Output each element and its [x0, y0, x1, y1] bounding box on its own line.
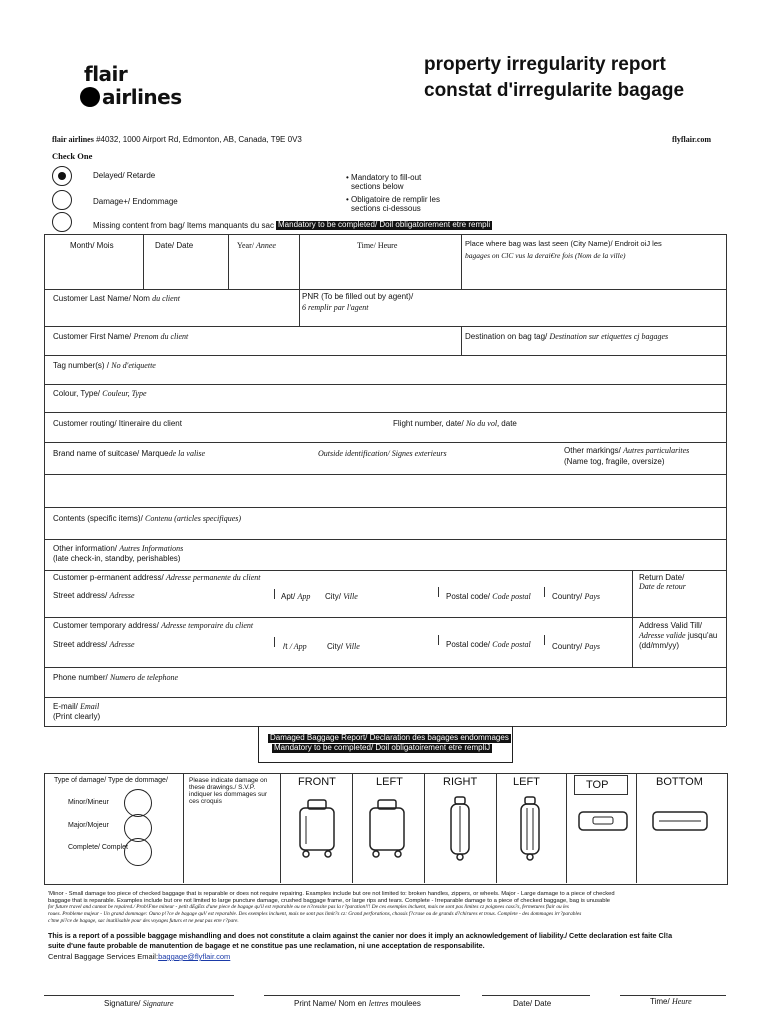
- indicate-line-3: indiquer les dommages sur: [189, 791, 268, 798]
- signature-date-input[interactable]: [482, 978, 590, 994]
- indicate-line-4: ces croquis: [189, 798, 222, 805]
- brand-input[interactable]: [46, 476, 725, 506]
- valid-till-label-3: (dd/mm/yy): [639, 641, 679, 650]
- return-date-label: Return Date/: [639, 573, 685, 582]
- damaged-label: Damage+/ Endommage: [93, 197, 178, 206]
- postal1-label-en: Postal code/: [446, 592, 491, 601]
- other-markings-label-2: (Name tog, fragile, oversize): [564, 457, 665, 466]
- time-label-fr: Heure: [377, 241, 398, 250]
- year-label-en: Year/: [237, 241, 254, 250]
- top-label: TOP: [586, 779, 609, 791]
- top-suitcase-icon[interactable]: [577, 810, 629, 832]
- apt1-label-fr: App: [297, 592, 311, 601]
- minor-radio[interactable]: [124, 789, 152, 817]
- time-input[interactable]: [301, 252, 460, 288]
- email-label-fr: Email: [80, 702, 100, 711]
- company-address: [52, 136, 302, 145]
- company-street: #4032, 1000 Airport Rd, Edmonton, AB, Canada, T9E 0V3: [93, 135, 302, 144]
- colour-label-en: Colour, Type/: [53, 389, 100, 398]
- signature-label: [104, 1000, 174, 1009]
- routing-input[interactable]: [46, 430, 386, 441]
- complete-radio[interactable]: [124, 838, 152, 866]
- phone-label-en: Phone number/: [53, 673, 108, 682]
- apt2-label: [283, 643, 307, 652]
- flair-logo: [80, 62, 190, 112]
- flight-label-end: date: [501, 419, 517, 428]
- city1-label-en: City/: [325, 592, 341, 601]
- tag-number-label: [53, 362, 156, 371]
- left-suitcase-icon[interactable]: [366, 798, 408, 860]
- routing-label: Customer routing/ Itineraire du client: [53, 419, 182, 428]
- signature-label-fr: Signature: [142, 999, 174, 1008]
- street1-label-en: Street address/: [53, 591, 108, 600]
- time-label-en: Time/: [357, 241, 376, 250]
- disclaimer-line-2: suite d'une faute probable de manutention de bagage et ne constitue pas une reclamation, ni une acceptation de responsabilite.: [48, 941, 485, 950]
- apt1-label-en: Apt/: [281, 592, 296, 601]
- footnote-line-1: 'Minor - Small damage too piece of checked baggage that is reparable or does not require repairing. Examples include but ore not limited to: broken handles, zippers, or wheels. Major - Large damage to a piece of checked: [48, 891, 615, 897]
- damage-banner-title: Damaged Baggage Report/ Declaration des bagages endommages: [270, 733, 509, 742]
- mandatory-banner: Mandatory to be completed/ Doil obligatoirement etre rempli: [278, 220, 491, 229]
- missing-radio[interactable]: [52, 212, 72, 232]
- title-fr: constat d'irregularite bagage: [424, 80, 685, 101]
- company-website: flyflair.com: [672, 135, 712, 144]
- last-name-label: [53, 295, 180, 304]
- other-markings-label-1: [564, 447, 689, 456]
- valid-till-label-2: [639, 632, 717, 641]
- city1-label-fr: Ville: [343, 592, 358, 601]
- postal2-label: [446, 641, 531, 650]
- flight-label-en: Flight number, date/: [393, 419, 464, 428]
- left-label-1: LEFT: [376, 776, 403, 788]
- signature-time-label-fr: Heure: [671, 997, 692, 1006]
- flight-input[interactable]: [390, 430, 725, 441]
- street1-input[interactable]: [46, 603, 630, 616]
- pnr-input[interactable]: [301, 314, 725, 325]
- city2-label-fr: Ville: [345, 642, 360, 651]
- title-en: property irregularity report: [424, 54, 666, 75]
- signature-input[interactable]: [44, 978, 234, 994]
- footnote-line-2: baggage that is reparable. Examples include but ore not limited to large puncture damage, crushed baggage frame, or large rips and tears. Complete - Irreparable damage to a piece of checked baggage, bag is unusable: [48, 898, 611, 904]
- first-name-label-fr: Prenom du client: [133, 332, 189, 341]
- year-input[interactable]: [230, 252, 298, 288]
- postal1-label: [446, 593, 531, 602]
- time-label: [357, 242, 397, 251]
- colour-label-fr: Couleur, Type: [102, 389, 147, 398]
- date-label: Date/ Date: [155, 241, 194, 250]
- bottom-label: BOTTOM: [656, 776, 703, 788]
- place-label-2: bagages on ClC vus la derai€re fois (Nom de la ville): [465, 251, 626, 260]
- print-name-label-end: moulees: [390, 999, 421, 1008]
- baggage-email-link[interactable]: baggage@flyflair.com: [158, 952, 231, 961]
- country1-label-en: Country/: [552, 592, 583, 601]
- other-markings-label-fr: Autres particularites: [623, 446, 690, 455]
- phone-label-fr: Numero de telephone: [109, 673, 179, 682]
- first-name-input[interactable]: [46, 344, 460, 354]
- perm-address-label: [53, 574, 261, 583]
- company-name: flair airlines: [52, 135, 94, 144]
- first-name-label-en: Customer First Name/: [53, 332, 132, 341]
- valid-till-label: Address Valid Till/: [639, 621, 702, 630]
- signature-date-label: Date/ Date: [513, 999, 552, 1008]
- complete-label: Complete/ Complet: [68, 844, 128, 851]
- last-name-input[interactable]: [46, 306, 298, 325]
- bottom-suitcase-icon[interactable]: [651, 810, 709, 832]
- postal2-label-en: Postal code/: [446, 640, 491, 649]
- last-name-label-en: Customer Last Name/ Nom: [53, 294, 150, 303]
- temp-address-label-fr: Adresse temporaire du client: [161, 621, 254, 630]
- first-name-label: [53, 333, 188, 342]
- tag-number-input[interactable]: [46, 372, 725, 383]
- apt2-label-en: /t: [283, 642, 288, 651]
- destination-label-en: Destination on bag tag/: [465, 332, 548, 341]
- mandatory-note-2: • Obligatoire de remplir les: [346, 195, 440, 204]
- print-name-input[interactable]: [264, 978, 460, 994]
- pnr-label-1: PNR (To be filled out by agent)/: [302, 292, 414, 301]
- front-label: FRONT: [298, 776, 336, 788]
- city1-label: [325, 593, 358, 602]
- year-label-fr: Annee: [255, 241, 276, 250]
- mandatory-note-1: • Mandatory to fill-out: [346, 173, 422, 182]
- month-input[interactable]: [46, 252, 142, 288]
- last-name-label-fr: du client: [152, 294, 180, 303]
- footnote-line-5: c'tme pi?ce de bagage, sac inutilisable pour des voyages futurs et ne peut pas etre r?pare.: [48, 918, 239, 924]
- perm-address-label-en: Customer p-ermanent address/: [53, 573, 164, 582]
- contents-label: [53, 515, 241, 524]
- return-date-input[interactable]: [634, 595, 725, 616]
- country2-label-en: Country/: [552, 642, 583, 651]
- year-label: [237, 242, 276, 251]
- central-baggage-line: [48, 953, 230, 961]
- phone-label: [53, 674, 178, 683]
- major-label: Major/Mojeur: [68, 822, 109, 829]
- email-label: [53, 703, 99, 712]
- apt1-label: [281, 593, 310, 602]
- other-info-label-2: (late check-in, standby, perishables): [53, 554, 181, 563]
- indicate-line-2: these drawings./ S.V.P.: [189, 784, 256, 791]
- tag-number-label-fr: No d'etiquette: [111, 361, 156, 370]
- temp-address-label: [53, 622, 253, 631]
- outside-id-label: Outside identification/ Signes exterieurs: [318, 449, 447, 458]
- right-label: RIGHT: [443, 776, 478, 788]
- country1-label: [552, 593, 600, 602]
- right-suitcase-icon[interactable]: [448, 796, 472, 862]
- left-label-2: LEFT: [513, 776, 540, 788]
- pnr-label-2: 6 remplir par l'agent: [302, 303, 369, 312]
- check-one-heading: Check One: [52, 151, 93, 161]
- valid-till-label-2-end: jusqu'au: [687, 631, 718, 640]
- signature-time-label: [650, 998, 692, 1007]
- other-info-label: [53, 545, 183, 554]
- city2-label: [327, 643, 360, 652]
- date-input[interactable]: [145, 252, 227, 288]
- other-info-label-en: Other information/: [53, 544, 118, 553]
- city2-label-en: City/: [327, 642, 343, 651]
- tag-number-label-en: Tag number(s) /: [53, 361, 110, 370]
- damage-type-label: Type of damage/ Type de dommage/: [54, 777, 168, 784]
- minor-label: Minor/Mineur: [68, 799, 109, 806]
- contents-input[interactable]: [46, 526, 725, 538]
- postal2-label-fr: Code postal: [492, 640, 531, 649]
- logo-text-airlines: airlines: [102, 85, 182, 109]
- contents-label-en: Contents (specific items)/: [53, 514, 143, 523]
- email-label-2: (Print clearly): [53, 712, 101, 721]
- signature-time-input[interactable]: [620, 978, 726, 994]
- street1-label: [53, 592, 135, 601]
- temp-address-label-en: Customer temporary address/: [53, 621, 159, 630]
- destination-label-fr: Destination sur etiquettes cj bagages: [549, 332, 669, 341]
- apt2-label-fr: / App: [289, 642, 307, 651]
- print-name-label: [294, 1000, 421, 1009]
- other-markings-label-en: Other markings/: [564, 446, 621, 455]
- valid-till-label-fr: Adresse valide: [639, 631, 686, 640]
- email-label-en: E-mail/: [53, 702, 78, 711]
- flight-label-fr: No du vol,: [465, 419, 500, 428]
- print-name-label-en: Print Name/ Nom en: [294, 999, 367, 1008]
- country2-label: [552, 643, 600, 652]
- phone-input[interactable]: [46, 684, 725, 696]
- postal1-label-fr: Code postal: [492, 592, 531, 601]
- other-info-label-fr: Autres Informations: [119, 544, 184, 553]
- delayed-radio[interactable]: [52, 166, 72, 186]
- country2-label-fr: Pays: [584, 642, 601, 651]
- damage-banner-mandatory: Mandatory to be completed/ Doil obligatoirement etre rempliJ: [274, 743, 491, 752]
- signature-label-en: Signature/: [104, 999, 141, 1008]
- indicate-line-1: Please indicate damage on: [189, 777, 268, 784]
- street2-label: [53, 641, 135, 650]
- colour-input[interactable]: [46, 400, 725, 411]
- logo-text-flair: flair: [84, 62, 128, 86]
- mandatory-note-1b: sections below: [351, 182, 404, 191]
- brand-label-en: Brand name of suitcase/ Marque: [53, 449, 169, 458]
- perm-address-label-fr: Adresse permanente du client: [165, 573, 261, 582]
- disclaimer-line-1: This is a report of a possible baggage mishandling and does not constitute a claim against the canier nor does it imply an acknowledgement of liability./ Cette declaration est faite Cl!a: [48, 931, 673, 940]
- place-label-1: Place where bag was last seen (City Name)/ Endroit oiJ les: [465, 239, 662, 248]
- print-name-label-fr: lettres: [368, 999, 389, 1008]
- delayed-label: Delayed/ Retarde: [93, 171, 156, 180]
- country1-label-fr: Pays: [584, 592, 601, 601]
- left-side-suitcase-icon[interactable]: [518, 796, 542, 862]
- month-label: Month/ Mois: [70, 241, 114, 250]
- footnote-line-3: for future travel and cannot be repaired./ Prob!Fme mineur - petit dEgEts d'une piece de bagage qu'il est reparable ou ne n?cessite pas la r?paration!!! De ces exemples incluent, mais ne sont pas limites cz poignees cass?s, fermetures flair ou les: [48, 904, 569, 910]
- brand-label-fr: de la valise: [168, 449, 206, 458]
- front-suitcase-icon[interactable]: [296, 798, 338, 860]
- footnote-line-4: roues. Probleme majeur - Un grand dommage: Ouno p!?ce de bagage quV est reparable. Des exemples incluent, mais ne sont pas limit?s cz: Grand perforations, chassis f?crase ou de grands d?chirures et trous. Complete - des dommages irr?parables: [48, 911, 582, 917]
- missing-label: Missing content from bag/ Items manquants du sac: [93, 221, 274, 230]
- street2-input[interactable]: [46, 652, 630, 666]
- contents-label-fr: Contenu (articles specifiques): [145, 514, 242, 523]
- street2-label-fr: Adresse: [109, 640, 135, 649]
- colour-label: [53, 390, 147, 399]
- brand-label: [53, 450, 205, 459]
- destination-label: [465, 333, 668, 342]
- return-date-label-fr: Date de retour: [639, 582, 686, 591]
- street2-label-en: Street address/: [53, 640, 108, 649]
- signature-time-label-en: Time/: [650, 997, 670, 1006]
- place-input[interactable]: [463, 264, 725, 288]
- logo-dot-icon: [80, 87, 100, 107]
- central-baggage-label: Central Baggage Services Email:: [48, 952, 159, 961]
- street1-label-fr: Adresse: [109, 591, 135, 600]
- mandatory-note-2b: sections ci-dessous: [351, 204, 421, 213]
- flight-label: [393, 420, 517, 429]
- damaged-radio[interactable]: [52, 190, 72, 210]
